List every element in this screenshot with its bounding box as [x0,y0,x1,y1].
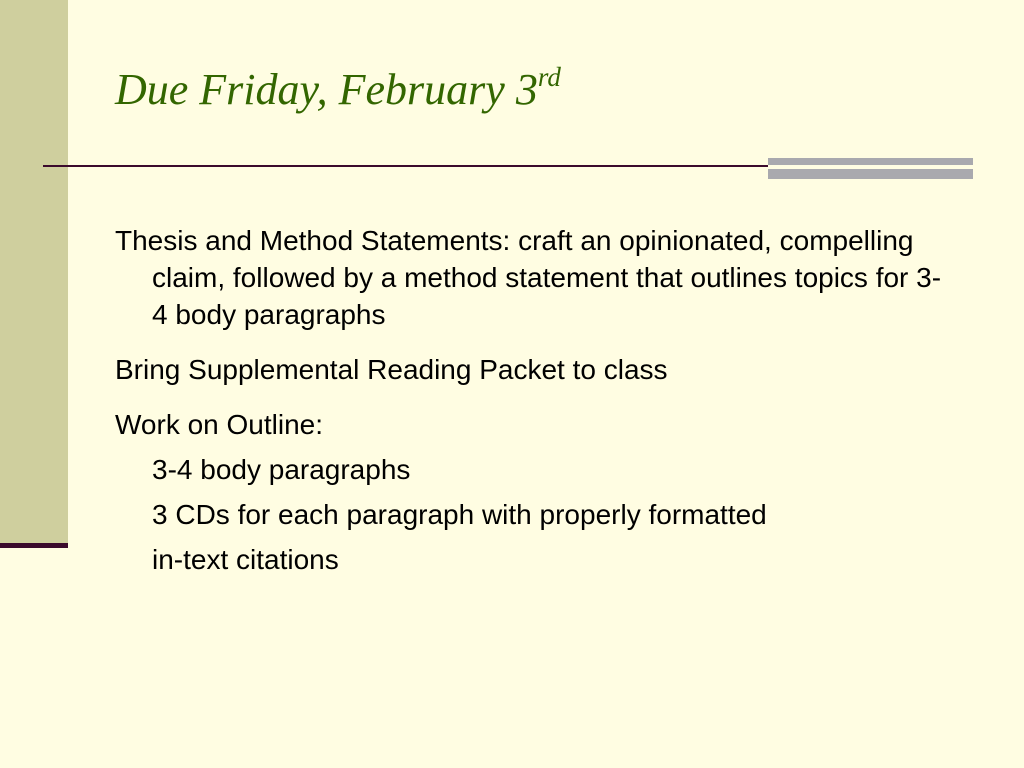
slide-title [115,62,561,114]
bullet-outline: Work on Outline: [115,409,324,440]
title-divider [43,165,770,167]
sub-bullet-citations: in-text citations [152,544,339,575]
sub-bullet-body-paragraphs: 3-4 body paragraphs [152,454,411,485]
bullet-thesis-method: Thesis and Method Statements: craft an opinionated, compelling claim, followed by a method statement that outlines topics for 3-4 body paragraphs [115,225,942,330]
bullet-reading-packet: Bring Supplemental Reading Packet to class [115,354,668,385]
slide-title-ordinal: rd [537,62,561,92]
sub-bullet-cds: 3 CDs for each paragraph with properly formatted [152,499,767,530]
title-accent-gap [768,165,973,169]
left-sidebar-band [0,0,68,545]
slide-title-text: Due Friday, February 3 [115,65,538,114]
sidebar-divider [0,543,68,548]
slide-body [115,222,955,578]
